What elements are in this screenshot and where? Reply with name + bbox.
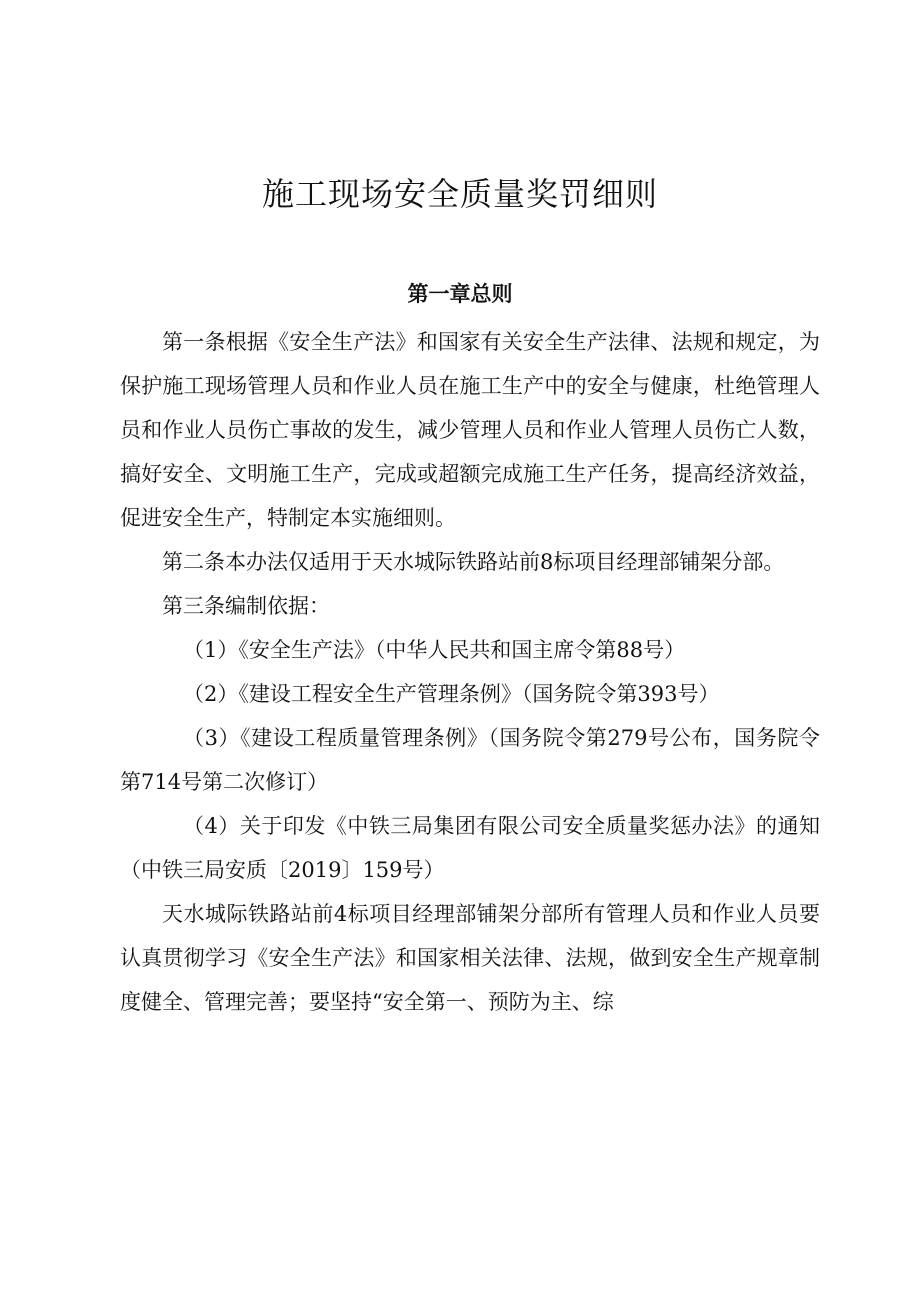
document-body: [120, 320, 820, 1024]
basis-item-4: （4）关于印发《中铁三局集团有限公司安全质量奖惩办法》的通知（中铁三局安质〔2019〕159号）: [120, 814, 820, 882]
article-2-paragraph: 第二条本办法仅适用于天水城际铁路站前8标项目经理部铺架分部。: [162, 550, 785, 574]
article-3-paragraph: 第三条编制依据：: [162, 594, 330, 618]
basis-item-2: （2）《建设工程安全生产管理条例》（国务院令第393号）: [183, 682, 720, 706]
article-1-paragraph: 第一条根据《安全生产法》和国家有关安全生产法律、法规和规定，为保护施工现场管理人员和作业人员在施工生产中的安全与健康，杜绝管理人员和作业人员伤亡事故的发生，减少管理人员和作业人管理人员伤亡人数，搞好安全、文明施工生产，完成或超额完成施工生产任务，提高经济效益，促进安全生产，特制定本实施细则。: [120, 330, 820, 530]
chapter-heading: 第一章总则: [407, 282, 513, 306]
basis-item-3: （3）《建设工程质量管理条例》（国务院令第279号公布，国务院令第714号第二次修订）: [120, 726, 820, 794]
document-title: 施工现场安全质量奖罚细则: [261, 175, 658, 213]
basis-item-1: （1）《安全生产法》（中华人民共和国主席令第88号）: [183, 638, 686, 662]
requirement-paragraph: 天水城际铁路站前4标项目经理部铺架分部所有管理人员和作业人员要认真贯彻学习《安全生产法》和国家相关法律、法规，做到安全生产规章制度健全、管理完善；要坚持“安全第一、预防为主、综: [120, 902, 820, 1014]
